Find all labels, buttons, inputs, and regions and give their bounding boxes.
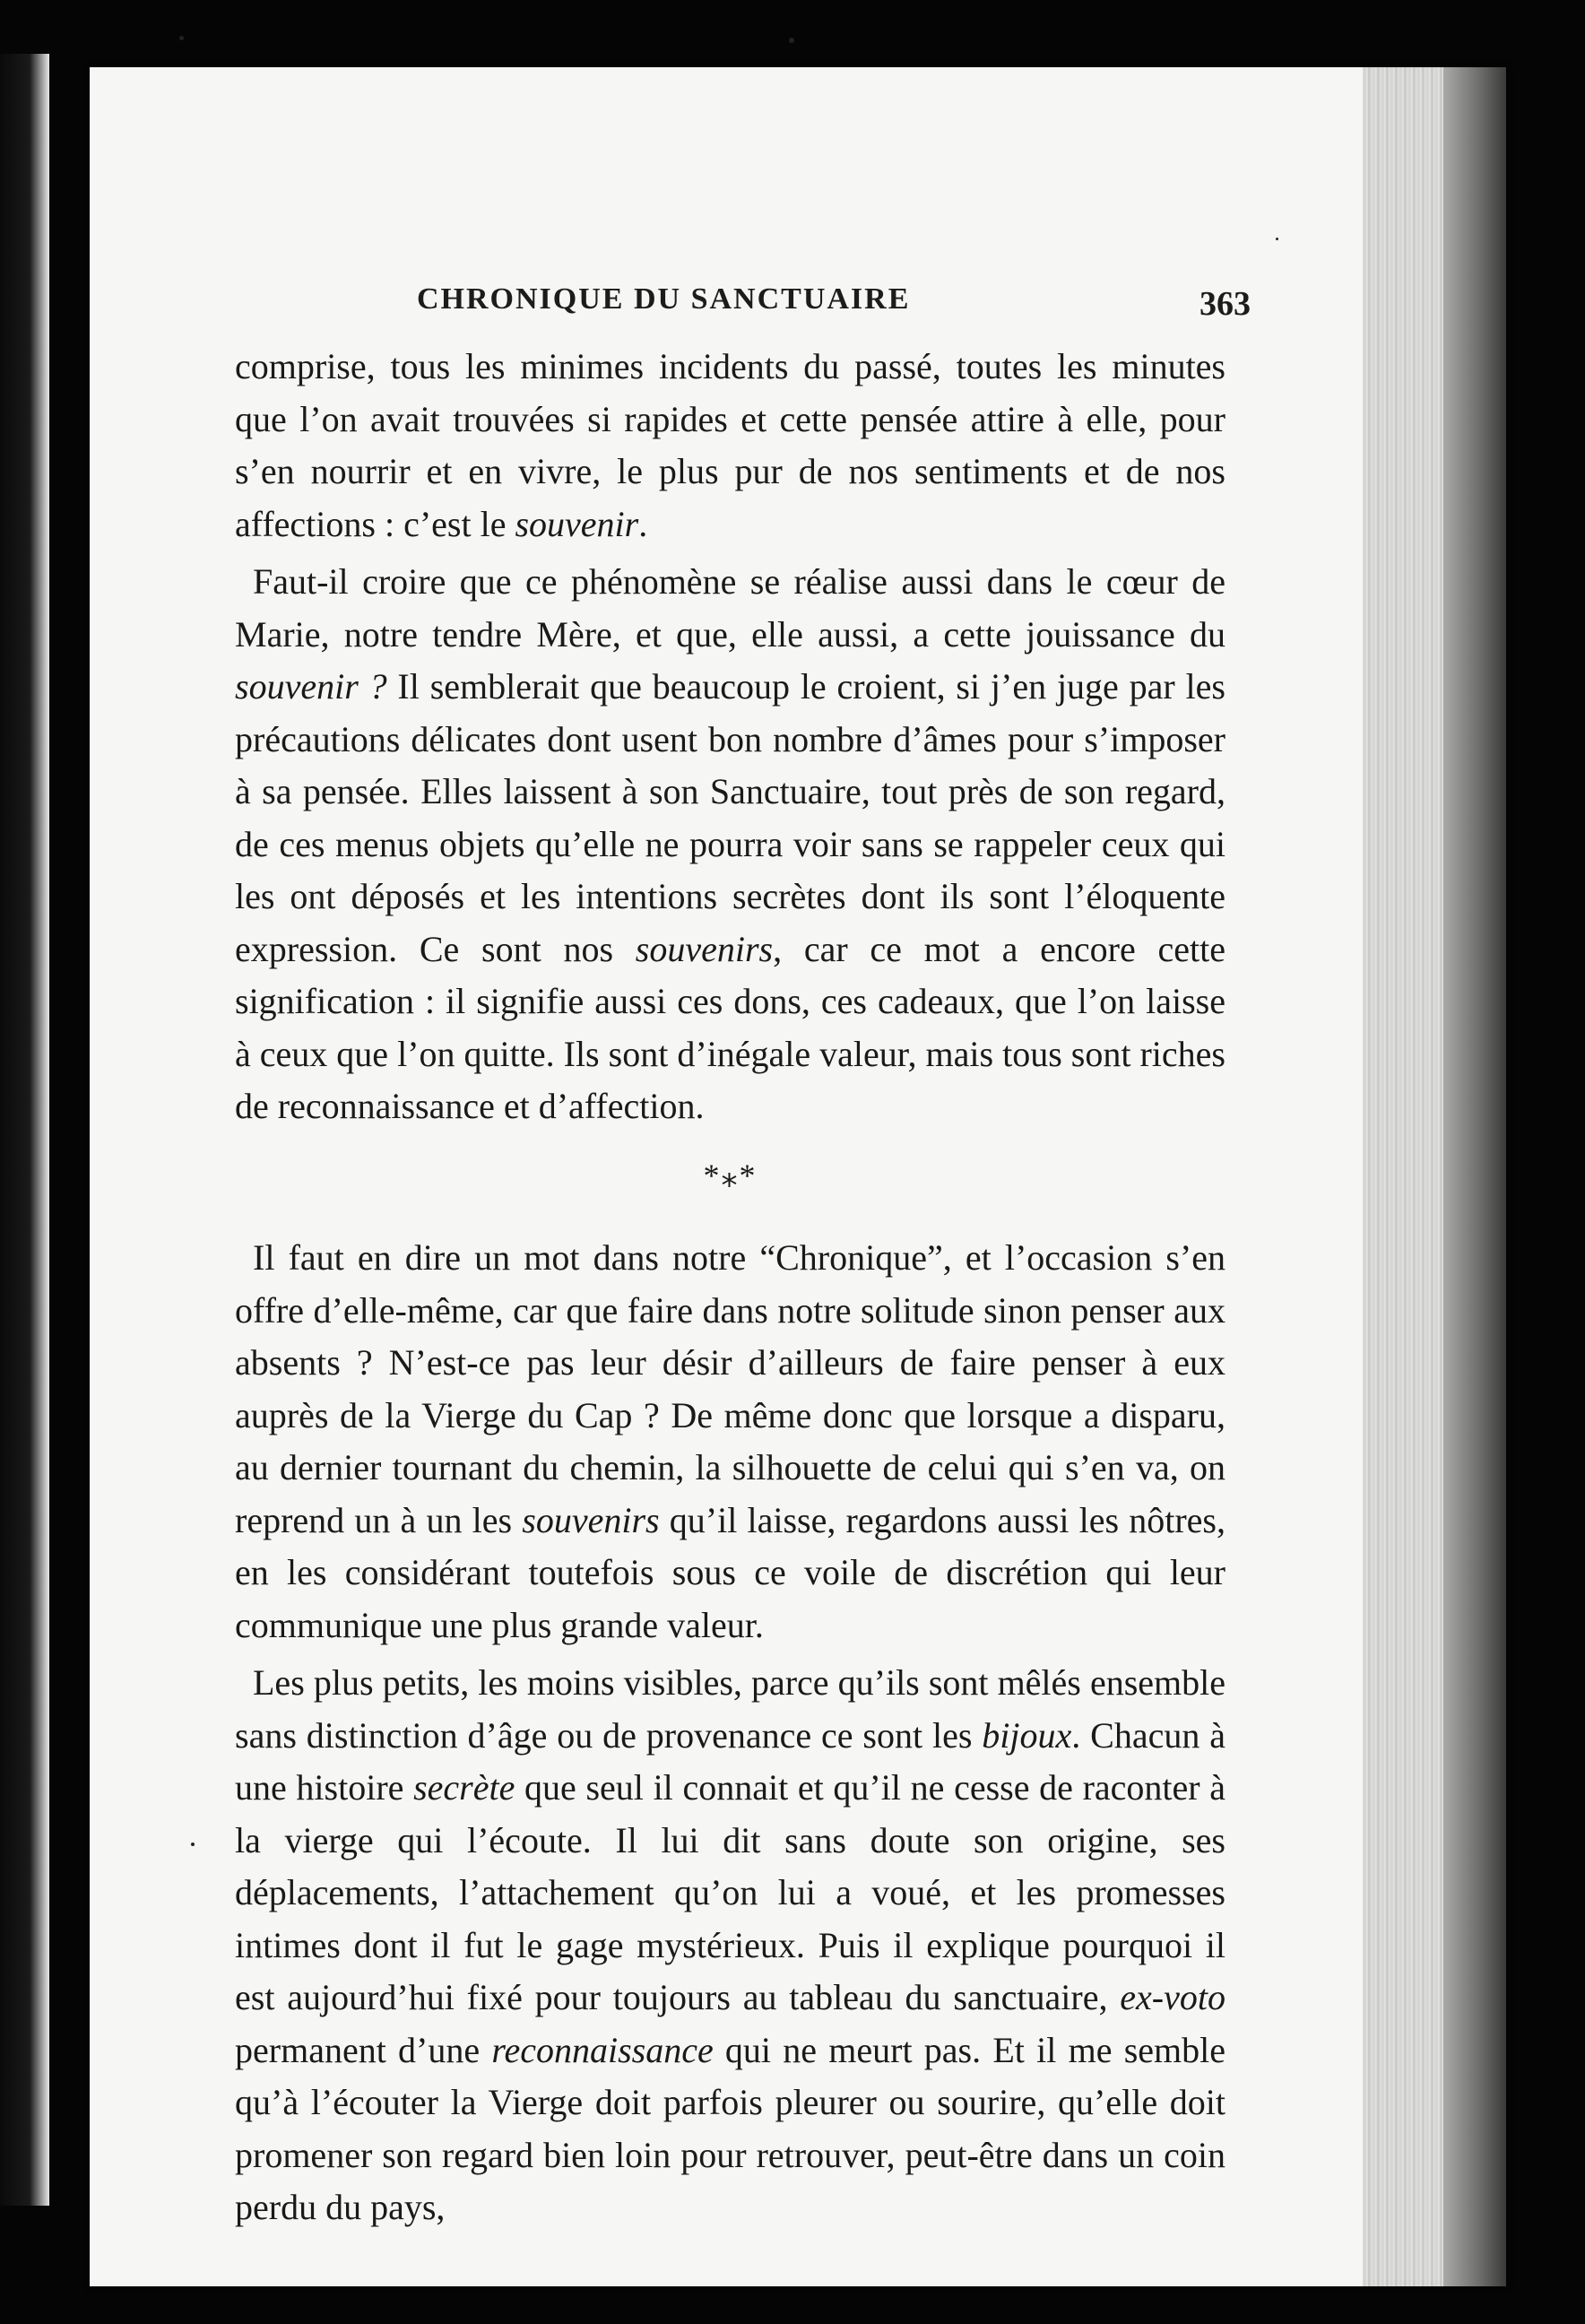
text-run: , car ce mot a encore cette signification : il signifie aussi ces dons, ces cadeaux, que l’on laisse à ceux que l’on quitte. Ils sont d’inégale valeur, mais tous sont riches de reconnaissance et d’affection. bbox=[235, 928, 1226, 1126]
text-run: comprise, tous les minimes incidents du passé, toutes les minutes que l’on avait trouvées si rapides et cette pensée attire à elle, pour s’en nourrir et en vivre, le plus pur de nos sentiments et de nos affections : c’est le bbox=[235, 346, 1226, 544]
italic-text: reconnaissance bbox=[491, 2029, 714, 2070]
book-spine bbox=[0, 54, 49, 2206]
text-run: Il semblerait que beaucoup le croient, si j’en juge par les précautions délicates dont usent bon nombre d’âmes pour s’imposer à sa pensée. Elles laissent à son Sanctuaire, tout près de son regard, de ces menus objets qu’elle ne pourra voir sans se rappeler ceux qui les ont déposés et les intentions secrètes dont ils sont l’éloquente expression. Ce sont nos bbox=[235, 666, 1226, 969]
page-number: 363 bbox=[1200, 285, 1251, 323]
scan-speck bbox=[179, 36, 184, 40]
text-run: qu’il laisse, regardons aussi les nôtres, en les considérant toutefois sous ce voile de discrétion qui leur communique une plus grande valeur. bbox=[235, 1499, 1226, 1645]
text-run: . bbox=[638, 503, 648, 544]
italic-text: ex-voto bbox=[1120, 1977, 1226, 2017]
scan-speck bbox=[191, 1843, 195, 1846]
text-run: Faut-il croire que ce phénomène se réalise aussi dans le cœur de Marie, notre tendre Mère, et que, elle aussi, a cette jouissance du bbox=[235, 561, 1226, 655]
text-run: . Chacun à une histoire bbox=[235, 1714, 1226, 1808]
page-edge-shadow bbox=[1443, 67, 1506, 2286]
text-run: permanent d’une bbox=[235, 2029, 492, 2070]
italic-text: souvenir bbox=[515, 503, 639, 544]
scan-speck bbox=[1276, 238, 1278, 240]
text-run: Il faut en dire un mot dans notre “Chronique”, et l’occasion s’en offre d’elle-même, car que faire dans notre solitude sinon penser aux absents ? N’est-ce pas leur désir d’ailleurs de faire penser à eux auprès de la Vierge du Cap ? De même donc que lorsque a disparu, au dernier tournant du chemin, la silhouette de celui qui s’en va, on reprend un à un les bbox=[235, 1237, 1226, 1540]
scan-speck bbox=[789, 38, 794, 43]
paragraph-4 bbox=[235, 1657, 1226, 2234]
paragraph-2 bbox=[235, 556, 1226, 1133]
page-header bbox=[417, 282, 1251, 336]
text-run: Les plus petits, les moins visibles, parce qu’ils sont mêlés ensemble sans distinction d’âge ou de provenance ce sont les bbox=[235, 1662, 1226, 1756]
italic-text: secrète bbox=[413, 1767, 515, 1808]
section-separator: *⁎* bbox=[703, 1157, 758, 1193]
paragraph-1 bbox=[235, 341, 1226, 551]
text-run: que seul il connait et qu’il ne cesse de raconter à la vierge qui l’écoute. Il lui dit sans doute son origine, ses déplacements, l’attachement qu’on lui a voué, et les promesses intimes dont il fut le gage mystérieux. Puis il explique pourquoi il est aujourd’hui fixé pour toujours au tableau du sanctuaire, bbox=[235, 1767, 1226, 2017]
italic-text: souvenirs bbox=[635, 928, 774, 969]
body-text bbox=[235, 341, 1226, 2234]
paragraph-3 bbox=[235, 1232, 1226, 1652]
running-title: CHRONIQUE DU SANCTUAIRE bbox=[417, 282, 911, 316]
italic-text: souvenir ? bbox=[235, 666, 387, 707]
text-run: qui ne meurt pas. Et il me semble qu’à l’écouter la Vierge doit parfois pleurer ou sourire, qu’elle doit promener son regard bien loin pour retrouver, peut-être dans un coin perdu du pays, bbox=[235, 2029, 1226, 2227]
italic-text: bijoux bbox=[982, 1714, 1072, 1756]
italic-text: souvenirs bbox=[522, 1499, 660, 1540]
